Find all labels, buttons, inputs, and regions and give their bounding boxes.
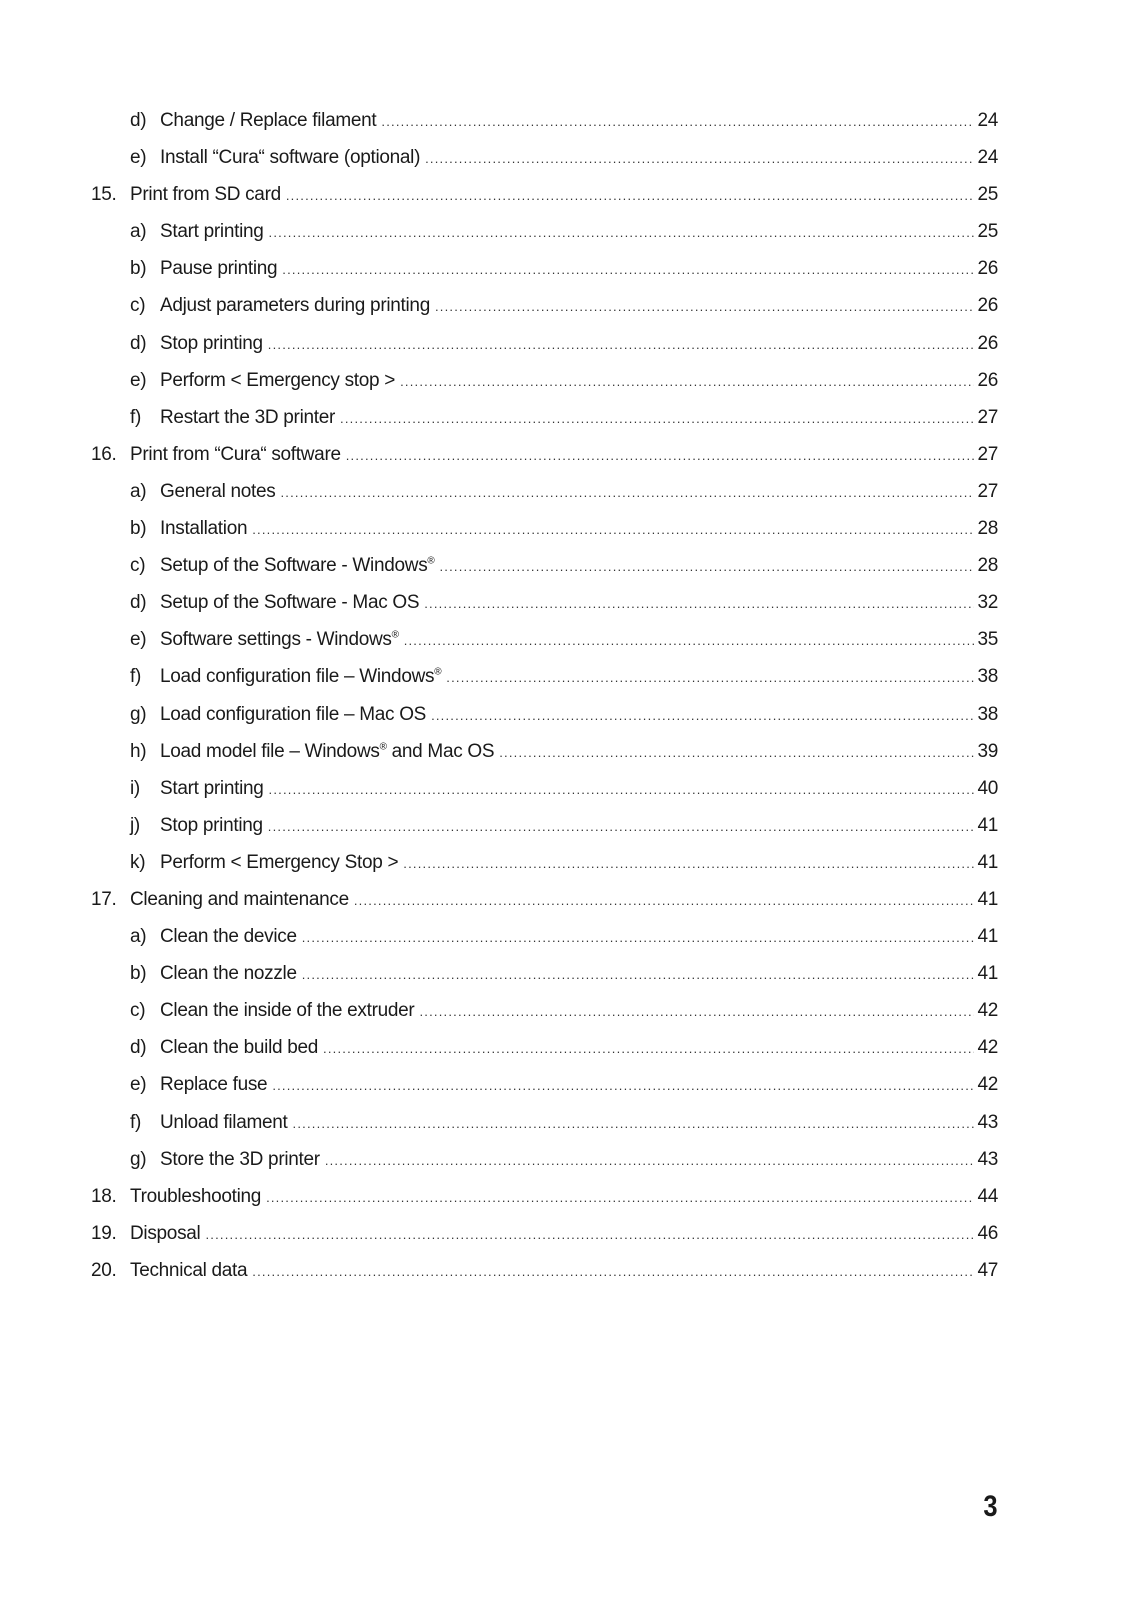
toc-entry-page: 26	[977, 369, 998, 391]
toc-entry-title	[160, 330, 265, 358]
toc-entry-body	[160, 552, 998, 581]
toc-entry-number: d)	[130, 592, 147, 614]
toc-entry-body	[160, 367, 998, 396]
toc-entry-body	[160, 663, 998, 692]
toc-entry[interactable]	[0, 663, 1128, 700]
toc-entry-number: c)	[130, 1000, 146, 1022]
toc-entry-title-text: Perform < Emergency stop >	[160, 369, 396, 391]
toc-entry-number: g)	[130, 703, 147, 725]
toc-entry-number: 18.	[91, 1185, 117, 1207]
toc-entry-number: e)	[130, 1074, 147, 1096]
toc-entry-title-text: Change / Replace filament	[160, 110, 377, 131]
toc-dot-leader	[269, 219, 975, 247]
toc-entry-title	[160, 812, 265, 840]
toc-entry-page: 39	[977, 740, 998, 762]
toc-entry[interactable]	[0, 738, 1128, 775]
toc-entry-page: 26	[977, 332, 998, 354]
toc-entry-title	[160, 1146, 322, 1174]
toc-entry-number: 16.	[91, 443, 117, 465]
toc-entry-title	[160, 997, 416, 1025]
toc-entry-number: b)	[130, 258, 147, 280]
toc-dot-leader	[268, 813, 975, 841]
toc-entry[interactable]	[0, 255, 1128, 292]
toc-entry-title-text: Load configuration file – Windows	[160, 666, 435, 688]
toc-entry-title-text: Replace fuse	[160, 1074, 268, 1096]
toc-entry-body	[160, 589, 998, 618]
toc-entry-title	[160, 738, 496, 766]
toc-entry-title-text: Installation	[160, 518, 248, 540]
toc-entry-page: 41	[977, 926, 998, 948]
toc-entry-title	[160, 701, 428, 729]
toc-entry-page: 28	[977, 518, 998, 540]
toc-entry-title	[130, 886, 351, 914]
toc-entry-body	[160, 1109, 998, 1138]
registered-mark: ®	[379, 741, 387, 753]
toc-entry-body	[160, 144, 998, 173]
toc-entry-title	[160, 849, 400, 877]
toc-entry-page: 41	[977, 963, 998, 985]
toc-entry-title	[160, 923, 299, 951]
toc-entry-title-text: Troubleshooting	[130, 1185, 262, 1207]
toc-dot-leader	[269, 776, 975, 804]
toc-entry-page: 40	[977, 777, 998, 799]
toc-entry-page: 38	[977, 703, 998, 725]
toc-entry-number: f)	[130, 406, 142, 428]
toc-dot-leader	[400, 368, 974, 396]
toc-entry-title	[160, 960, 299, 988]
toc-entry-title	[160, 144, 422, 172]
toc-entry-title	[160, 218, 266, 246]
toc-entry-page: 24	[977, 147, 998, 169]
toc-entry[interactable]	[0, 441, 1128, 478]
toc-entry-body	[160, 255, 998, 284]
toc-entry[interactable]	[0, 478, 1128, 515]
toc-entry-title	[160, 292, 432, 320]
toc-entry-page: 26	[977, 258, 998, 280]
toc-entry[interactable]	[0, 1146, 1128, 1183]
toc-entry-page: 42	[977, 1074, 998, 1096]
toc-entry-number: i)	[130, 777, 140, 799]
toc-entry-title-text: Stop printing	[160, 814, 263, 836]
toc-entry-title-text: Perform < Emergency Stop >	[160, 851, 399, 873]
toc-entry-number: a)	[130, 221, 147, 243]
toc-entry-page: 41	[977, 888, 998, 910]
toc-entry-page: 43	[977, 1148, 998, 1170]
toc-entry[interactable]	[0, 849, 1128, 886]
registered-mark: ®	[391, 629, 399, 641]
toc-entry-number: c)	[130, 295, 146, 317]
toc-entry-body	[160, 107, 998, 136]
toc-entry[interactable]	[0, 144, 1128, 181]
toc-entry-title	[160, 1034, 320, 1062]
toc-dot-leader	[419, 998, 974, 1026]
toc-entry-page: 38	[977, 666, 998, 688]
toc-entry-title	[160, 478, 277, 506]
toc-entry-body	[160, 515, 998, 544]
table-of-contents	[0, 107, 1128, 1294]
toc-entry-page: 42	[977, 1000, 998, 1022]
toc-entry-page: 41	[977, 814, 998, 836]
toc-entry-number: k)	[130, 851, 146, 873]
toc-entry-number: e)	[130, 629, 147, 651]
toc-entry-body	[160, 1146, 998, 1175]
toc-dot-leader	[404, 627, 975, 655]
toc-dot-leader	[425, 145, 974, 173]
toc-entry-title	[130, 1183, 263, 1211]
toc-entry-number: g)	[130, 1148, 147, 1170]
toc-entry-title-text: Software settings - Windows	[160, 629, 392, 651]
toc-entry[interactable]	[0, 812, 1128, 849]
toc-entry-title-text: Stop printing	[160, 332, 263, 354]
toc-dot-leader	[435, 293, 974, 321]
toc-entry-body	[160, 330, 998, 359]
toc-dot-leader	[302, 961, 975, 989]
toc-entry-title	[130, 1257, 249, 1285]
toc-entry-number: 15.	[91, 184, 117, 206]
toc-dot-leader	[323, 1035, 974, 1063]
toc-entry-body	[160, 478, 998, 507]
toc-entry-title-text: Clean the build bed	[160, 1037, 319, 1059]
toc-entry-body	[160, 1071, 998, 1100]
toc-entry[interactable]	[0, 775, 1128, 812]
toc-entry-page: 24	[977, 110, 998, 131]
toc-dot-leader	[381, 108, 974, 136]
toc-entry-title-text: Setup of the Software - Windows	[160, 555, 428, 577]
toc-entry-title-text: Print from SD card	[130, 184, 281, 206]
toc-entry[interactable]	[0, 330, 1128, 367]
toc-entry[interactable]	[0, 1071, 1128, 1108]
toc-entry[interactable]	[0, 1257, 1128, 1294]
toc-entry-number: e)	[130, 147, 147, 169]
toc-entry[interactable]	[0, 515, 1128, 552]
registered-mark: ®	[427, 555, 435, 567]
toc-entry-body	[160, 404, 998, 433]
toc-entry-body	[160, 292, 998, 321]
toc-entry-title-text: Cleaning and maintenance	[130, 888, 349, 910]
toc-entry-body	[160, 960, 998, 989]
toc-entry-title-text: Setup of the Software - Mac OS	[160, 592, 420, 614]
toc-entry-title	[160, 1109, 290, 1137]
toc-entry-title	[160, 367, 397, 395]
toc-entry-title-text: Load configuration file – Mac OS	[160, 703, 427, 725]
toc-entry-number: 19.	[91, 1222, 117, 1244]
toc-entry-title	[160, 107, 378, 135]
toc-entry[interactable]	[0, 701, 1128, 738]
toc-entry-number: c)	[130, 555, 146, 577]
registered-mark: ®	[434, 667, 442, 679]
page-number: 3	[983, 1490, 997, 1523]
toc-entry-page: 27	[977, 406, 998, 428]
toc-entry-title	[130, 441, 343, 469]
toc-entry-title-text: Clean the inside of the extruder	[160, 1000, 415, 1022]
toc-entry-title	[130, 1220, 202, 1248]
toc-entry-title	[160, 404, 337, 432]
toc-entry-body	[160, 812, 998, 841]
toc-entry-title-text: Disposal	[130, 1222, 201, 1244]
toc-entry-number: 17.	[91, 888, 117, 910]
toc-dot-leader	[302, 924, 975, 952]
toc-dot-leader	[431, 702, 974, 730]
toc-entry-body	[130, 1220, 998, 1249]
toc-entry-title	[160, 663, 443, 691]
toc-entry[interactable]	[0, 367, 1128, 404]
toc-entry-page: 27	[977, 443, 998, 465]
toc-entry-body	[160, 849, 998, 878]
toc-entry-page: 42	[977, 1037, 998, 1059]
toc-entry-body	[130, 441, 998, 470]
toc-dot-leader	[403, 850, 974, 878]
toc-dot-leader	[293, 1110, 975, 1138]
toc-entry-number: j)	[130, 814, 140, 836]
toc-entry-number: a)	[130, 480, 147, 502]
toc-dot-leader	[280, 479, 974, 507]
toc-entry-body	[160, 218, 998, 247]
toc-dot-leader	[252, 516, 974, 544]
toc-entry-body	[160, 997, 998, 1026]
toc-dot-leader	[424, 590, 974, 618]
toc-dot-leader	[286, 182, 975, 210]
toc-entry[interactable]	[0, 107, 1128, 144]
toc-entry-page: 32	[977, 592, 998, 614]
toc-entry-number: h)	[130, 740, 147, 762]
toc-dot-leader	[266, 1184, 974, 1212]
toc-entry-page: 44	[977, 1185, 998, 1207]
toc-entry-page: 25	[977, 184, 998, 206]
toc-entry-page: 35	[977, 629, 998, 651]
toc-entry-body	[130, 181, 998, 210]
toc-entry-page: 46	[977, 1222, 998, 1244]
toc-entry[interactable]	[0, 404, 1128, 441]
toc-dot-leader	[325, 1147, 975, 1175]
toc-entry-number: d)	[130, 1037, 147, 1059]
toc-entry-body	[130, 886, 998, 915]
toc-entry[interactable]	[0, 997, 1128, 1034]
toc-entry-number: d)	[130, 110, 147, 131]
toc-entry-body	[160, 775, 998, 804]
toc-entry-title-text: Clean the nozzle	[160, 963, 297, 985]
toc-entry-body	[160, 701, 998, 730]
toc-entry[interactable]	[0, 552, 1128, 589]
toc-entry-title-text: Start printing	[160, 777, 264, 799]
toc-entry-title-text: Technical data	[130, 1259, 248, 1281]
toc-entry-number: 20.	[91, 1259, 117, 1281]
toc-entry-title-text: General notes	[160, 480, 276, 502]
toc-entry[interactable]	[0, 923, 1128, 960]
toc-entry-body	[160, 1034, 998, 1063]
toc-entry-number: e)	[130, 369, 147, 391]
toc-entry-number: f)	[130, 1111, 142, 1133]
toc-entry-number: d)	[130, 332, 147, 354]
toc-entry-title	[160, 589, 421, 617]
toc-entry-page: 25	[977, 221, 998, 243]
toc-entry[interactable]	[0, 626, 1128, 663]
toc-entry[interactable]	[0, 218, 1128, 255]
toc-entry-number: b)	[130, 518, 147, 540]
toc-entry-title-text: Unload filament	[160, 1111, 288, 1133]
toc-entry[interactable]	[0, 1183, 1128, 1220]
toc-entry-page: 47	[977, 1259, 998, 1281]
toc-entry-title-text: Start printing	[160, 221, 264, 243]
toc-entry-body	[160, 738, 998, 767]
toc-entry-body	[160, 923, 998, 952]
toc-entry-title-text: Install “Cura“ software (optional)	[160, 147, 421, 169]
toc-dot-leader	[282, 256, 974, 284]
toc-entry-title-text: Print from “Cura“ software	[130, 443, 341, 465]
toc-entry-page: 27	[977, 480, 998, 502]
toc-entry-title-text: Clean the device	[160, 926, 297, 948]
toc-entry[interactable]	[0, 181, 1128, 218]
toc-entry-page: 26	[977, 295, 998, 317]
toc-entry-title	[160, 515, 249, 543]
toc-entry-title-text: Adjust parameters during printing	[160, 295, 430, 317]
toc-entry-title	[160, 255, 279, 283]
toc-entry[interactable]	[0, 589, 1128, 626]
toc-entry-title	[160, 1071, 269, 1099]
toc-entry-number: a)	[130, 926, 147, 948]
toc-entry[interactable]	[0, 292, 1128, 329]
toc-entry[interactable]	[0, 886, 1128, 923]
toc-entry-number: f)	[130, 666, 142, 688]
toc-dot-leader	[346, 442, 975, 470]
toc-dot-leader	[446, 664, 974, 692]
toc-dot-leader	[354, 887, 975, 915]
toc-entry-title	[160, 626, 401, 654]
toc-dot-leader	[272, 1072, 974, 1100]
toc-dot-leader	[499, 739, 974, 767]
toc-entry-title-text: Pause printing	[160, 258, 278, 280]
toc-dot-leader	[268, 331, 975, 359]
toc-entry-body	[130, 1183, 998, 1212]
toc-entry-number: b)	[130, 963, 147, 985]
toc-entry-page: 41	[977, 851, 998, 873]
toc-entry-page: 43	[977, 1111, 998, 1133]
toc-dot-leader	[205, 1221, 974, 1249]
toc-dot-leader	[252, 1258, 974, 1286]
toc-entry[interactable]	[0, 1109, 1128, 1146]
toc-entry-title-text: Store the 3D printer	[160, 1148, 320, 1170]
toc-entry-title-text: Restart the 3D printer	[160, 406, 336, 428]
toc-dot-leader	[439, 553, 974, 581]
toc-entry-title	[160, 775, 266, 803]
toc-entry-title	[130, 181, 283, 209]
toc-entry[interactable]	[0, 1034, 1128, 1071]
toc-entry-title-text: Load model file – Windows	[160, 740, 380, 762]
toc-entry-title-suffix: and Mac OS	[386, 740, 495, 762]
toc-entry-body	[130, 1257, 998, 1286]
toc-entry-body	[160, 626, 998, 655]
toc-entry-title	[160, 552, 436, 580]
toc-entry-page: 28	[977, 555, 998, 577]
toc-dot-leader	[340, 405, 974, 433]
toc-entry[interactable]	[0, 960, 1128, 997]
toc-entry[interactable]	[0, 1220, 1128, 1257]
